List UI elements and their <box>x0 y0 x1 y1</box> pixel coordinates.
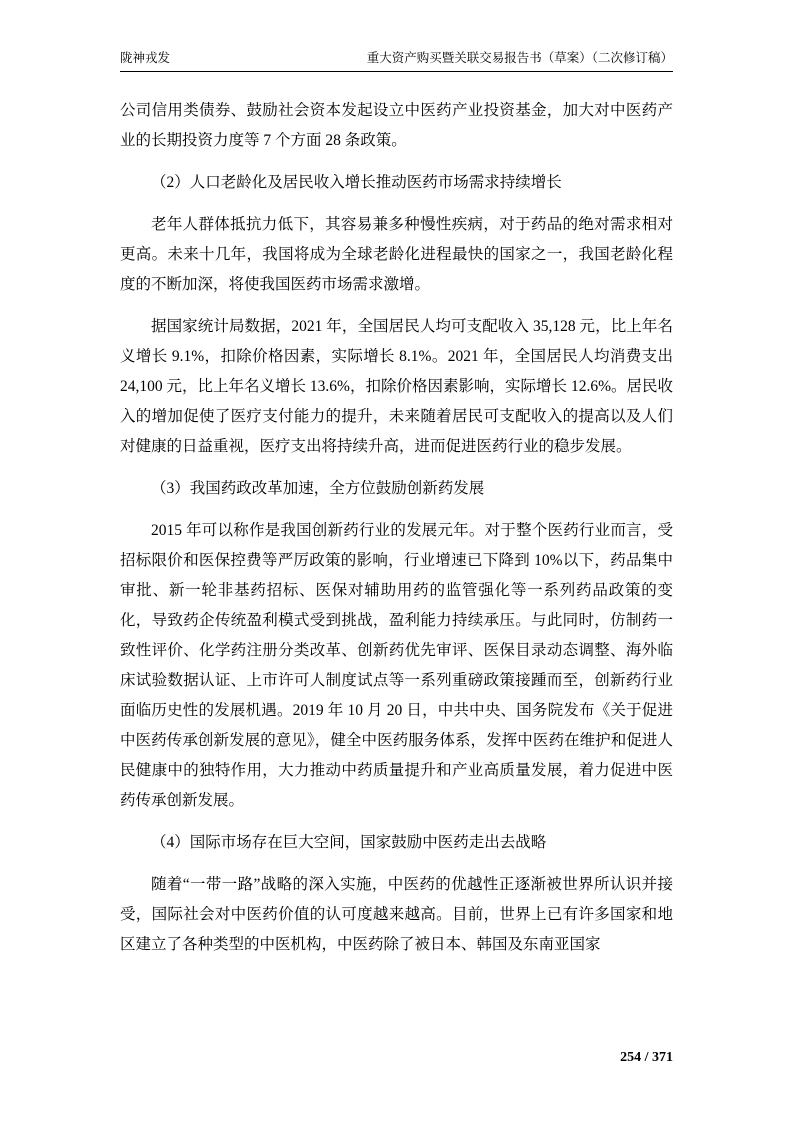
page-footer <box>120 1050 673 1066</box>
header-report-title: 重大资产购买暨关联交易报告书（草案）（二次修订稿） <box>366 51 673 65</box>
header-company-name: 陇神戎发 <box>120 51 171 65</box>
section-heading-2: （2）人口老龄化及居民收入增长推动医药市场需求持续增长 <box>151 174 562 191</box>
paragraph: 2015 年可以称作是我国创新药行业的发展元年。对于整个医药行业而言，受招标限价和医保控费等严厉政策的影响，行业增速已下降到 10%以下，药品集中审批、新一轮非基药招标、医保对辅助用药的监管强化等一系列药品政策的变化，导致药企传统盈利模式受到挑战，盈利能力持续承压。与此同时，仿制药一致性评价、化学药注册分类改革、创新药优先审评、医保目录动态调整、海外临床试验数据认证、上市许可人制度试点等一系列重磅政策接踵而至，创新药行业面临历史性的发展机遇。2019 年 10 月 20 日，中共中央、国务院发布《关于促进中医药传承创新发展的意见》，健全中医药服务体系，发挥中医药在维护和促进人民健康中的独特作用，大力推动中药质量提升和产业高质量发展，着力促进中医药传承创新发展。 <box>120 522 673 809</box>
section-heading-4: （4）国际市场存在巨大空间，国家鼓励中医药走出去战略 <box>151 834 547 851</box>
paragraph: 据国家统计局数据，2021 年，全国居民人均可支配收入 35,128 元，比上年名义增长 9.1%，扣除价格因素，实际增长 8.1%。2021 年，全国居民人均消费支出 24,100 元，比上年名义增长 13.6%，扣除价格因素影响，实际增长 12.6%。居民收入的增加促使了医疗支付能力的提升，未来随着居民可支配收入的提高以及人们对健康的日益重视，医疗支出将持续升高，进而促进医药行业的稳步发展。 <box>120 318 673 455</box>
paragraph: 老年人群体抵抗力低下，其容易兼多种慢性疾病，对于药品的绝对需求相对更高。未来十几年，我国将成为全球老龄化进程最快的国家之一，我国老龄化程度的不断加深，将使我国医药市场需求激增。 <box>120 216 673 293</box>
document-body <box>120 96 673 972</box>
page-number: 254 / 371 <box>620 1050 673 1065</box>
section-heading-3: （3）我国药政改革加速，全方位鼓励创新药发展 <box>151 480 485 497</box>
paragraph: 随着“一带一路”战略的深入实施，中医药的优越性正逐渐被世界所认识并接受，国际社会对中医药价值的认可度越来越高。目前，世界上已有许多国家和地区建立了各种类型的中医机构，中医药除了被日本、韩国及东南亚国家 <box>120 876 673 953</box>
page-header <box>120 48 673 72</box>
paragraph-continuation: 公司信用类债券、鼓励社会资本发起设立中医药产业投资基金，加大对中医药产业的长期投资力度等 7 个方面 28 条政策。 <box>120 102 673 149</box>
